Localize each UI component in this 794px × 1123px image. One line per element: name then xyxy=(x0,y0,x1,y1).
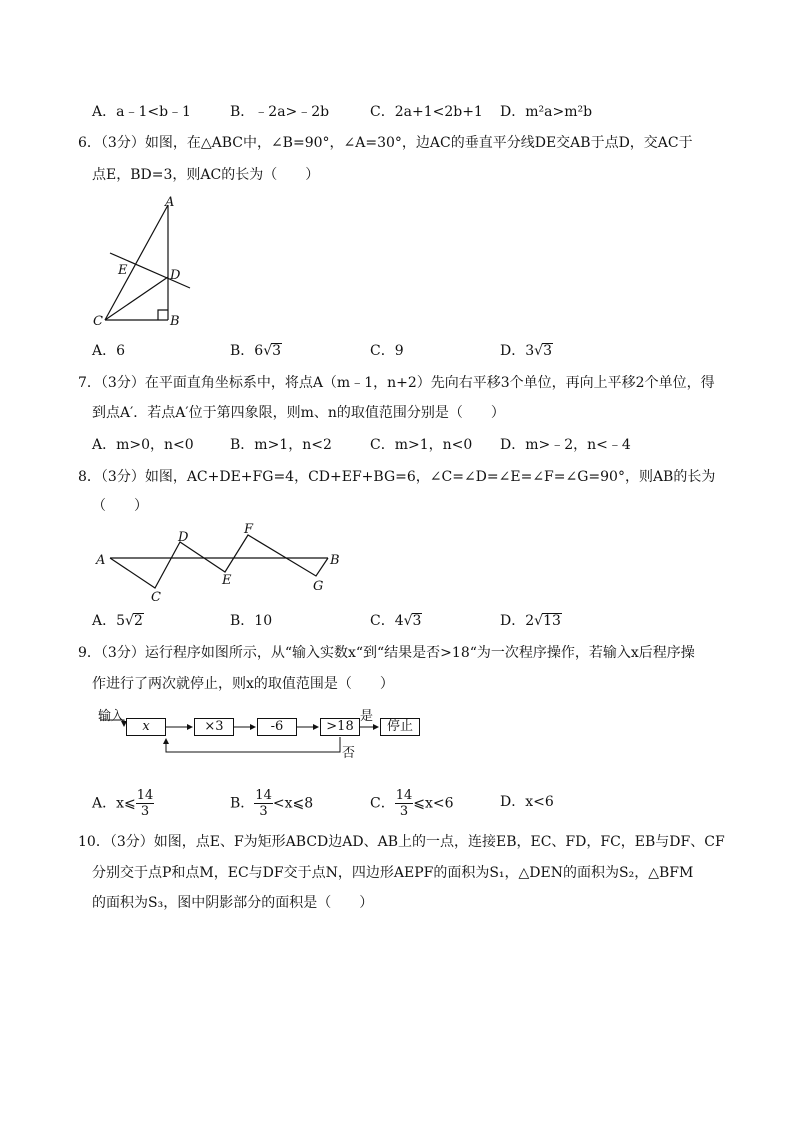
q9-stem-line2: 作进行了两次就停止，则x的取值范围是（ ） xyxy=(92,676,394,692)
q10-stem-line2: 分别交于点P和点M，EC与DF交于点N，四边形AEPF的面积为S₁，△DEN的面积为S₂，△BFM xyxy=(92,865,694,881)
q8-label-f: F xyxy=(244,522,254,537)
q8-option-d: D．2√13 xyxy=(500,613,561,629)
q10-stem-line3: 的面积为S₃，图中阴影部分的面积是（ ） xyxy=(92,895,374,911)
q9-option-c: C． $\frac{14}{3}$ ⩽x<6 xyxy=(370,788,454,819)
q6-stem-line1: 6．（3分）如图，在△ABC中，∠B=90°，∠A=30°，边AC的垂直平分线DE交AB于点D，交AC于 xyxy=(78,135,693,151)
flow-no-label: 否 xyxy=(342,746,356,761)
q10-stem-line1: 10．（3分）如图，点E、F为矩形ABCD边AD、AB上的一点，连接EB，EC、FD，FC，EB与DF、CF xyxy=(78,834,725,850)
q7-option-b: B．m>1，n<2 xyxy=(230,437,332,453)
q9-option-a: A．x⩽ $\frac{14}{3}$ xyxy=(92,788,154,819)
q6-label-a: A xyxy=(165,195,175,210)
q6-label-c: C xyxy=(93,314,103,329)
q6-label-b: B xyxy=(170,314,180,329)
q8-option-a: A．5√2 xyxy=(92,613,143,629)
flow-box-stop: 停止 xyxy=(380,718,420,736)
flow-box-multiply: ×3 xyxy=(194,718,234,736)
q8-stem-line2: （ ） xyxy=(92,498,148,514)
q9-option-b: B． $\frac{14}{3}$ <x⩽8 xyxy=(230,788,314,819)
q8-option-c: C．4√3 xyxy=(370,613,422,629)
q6-option-a: A．6 xyxy=(92,343,126,359)
q6-option-b: B．6√3 xyxy=(230,343,282,359)
q8-label-c: C xyxy=(151,590,161,605)
flow-input-label: 输入 xyxy=(98,709,125,724)
q7-stem-line2: 到点A′．若点A′位于第四象限，则m、n的取值范围分别是（ ） xyxy=(92,405,505,421)
q6-label-e: E xyxy=(118,263,128,278)
q5-option-d: D．m²a>m²b xyxy=(500,104,593,120)
q8-option-b: B．10 xyxy=(230,613,273,629)
q8-stem-line1: 8．（3分）如图，AC+DE+FG=4，CD+EF+BG=6，∠C=∠D=∠E=∠F=∠G=90°，则AB的长为 xyxy=(78,469,716,485)
flow-yes-label: 是 xyxy=(360,709,374,724)
q7-option-d: D．m>﹣2，n<﹣4 xyxy=(500,437,631,453)
flow-box-x: x xyxy=(126,718,166,736)
q6-stem-line2: 点E，BD=3，则AC的长为（ ） xyxy=(92,167,320,183)
flow-arrow-loop xyxy=(166,737,340,752)
q8-label-d: D xyxy=(178,530,189,545)
q6-option-c: C．9 xyxy=(370,343,404,359)
flow-box-subtract: -6 xyxy=(257,718,297,736)
q7-option-a: A．m>0，n<0 xyxy=(92,437,194,453)
q6-option-d: D．3√3 xyxy=(500,343,552,359)
flow-box-compare: >18 xyxy=(320,718,360,736)
q5-option-a: A．a﹣1<b﹣1 xyxy=(92,104,191,120)
q5-option-c: C．2a+1<2b+1 xyxy=(370,104,483,120)
q8-label-e: E xyxy=(222,573,232,588)
q6-label-d: D xyxy=(170,268,181,283)
q9-option-d: D．x<6 xyxy=(500,794,554,810)
q7-stem-line1: 7．（3分）在平面直角坐标系中，将点A（m﹣1，n+2）先向右平移3个单位，再向上平移2个单位，得 xyxy=(78,375,715,391)
q8-label-a: A xyxy=(96,553,106,568)
flow-arrow-input xyxy=(100,720,124,726)
q8-label-b: B xyxy=(330,553,340,568)
q7-option-c: C．m>1，n<0 xyxy=(370,437,473,453)
q5-option-b: B．﹣2a>﹣2b xyxy=(230,104,330,120)
q8-label-g: G xyxy=(313,579,324,594)
q9-stem-line1: 9．（3分）运行程序如图所示，从“输入实数x“到“结果是否>18“为一次程序操作，若输入x后程序操 xyxy=(78,645,695,661)
